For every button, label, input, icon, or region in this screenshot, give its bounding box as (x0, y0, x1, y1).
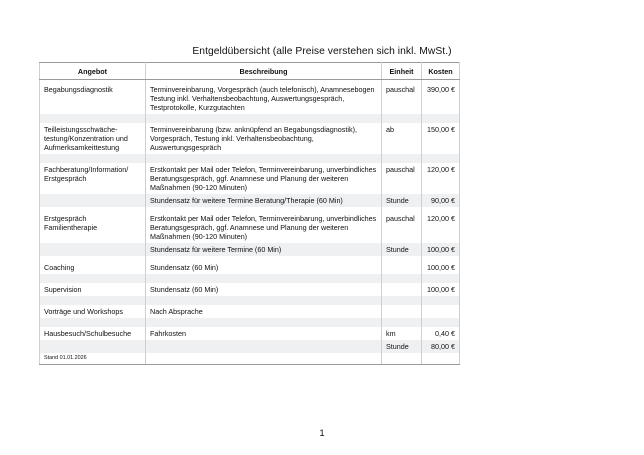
table-row (40, 194, 460, 207)
description-cell: Terminvereinbarung (bzw. anknüpfend an Begabungsdiagnostik), Vorgespräch, Testung inkl. Verhaltensbeobachtung, Auswertungsgespräch (146, 123, 382, 154)
price-cell: 90,00 € (422, 194, 460, 207)
description-cell: Stundensatz (60 Min) (146, 283, 382, 296)
unit-cell (382, 305, 422, 318)
description-cell: Erstkontakt per Mail oder Telefon, Terminvereinbarung, unverbindliches Beratungsgespräch, ggf. Anamnese und Planung der weiteren Maßnahmen (90-120 Minuten) (146, 212, 382, 243)
description-cell: Erstkontakt per Mail oder Telefon, Terminvereinbarung, unverbindliches Beratungsgespräch, ggf. Anamnese und Planung der weiteren Maßnahmen (90-120 Minuten) (146, 163, 382, 194)
unit-cell: pauschal (382, 163, 422, 194)
table-row (40, 283, 460, 296)
table-row (40, 327, 460, 340)
table-row (40, 243, 460, 256)
price-cell: 150,00 € (422, 123, 460, 154)
column-header-unit: Einheit (382, 63, 422, 80)
unit-cell: Stunde (382, 340, 422, 353)
table-row (40, 123, 460, 154)
description-cell: Nach Absprache (146, 305, 382, 318)
table-row (40, 305, 460, 318)
footnote-row (40, 353, 460, 365)
table-row (40, 261, 460, 274)
table-row (40, 212, 460, 243)
description-cell (146, 340, 382, 353)
service-cell: Supervision (40, 283, 146, 296)
unit-cell (382, 283, 422, 296)
description-cell: Stundensatz für weitere Termine (60 Min) (146, 243, 382, 256)
column-header-description: Beschreibung (146, 63, 382, 80)
column-header-price: Kosten (422, 63, 460, 80)
description-cell: Terminvereinbarung, Vorgespräch (auch telefonisch), Anamnesebogen Testung inkl. Verhaltensbeobachtung, Auswertungsgespräch, Testprotokolle, Kurzgutachten (146, 80, 382, 115)
unit-cell: ab (382, 123, 422, 154)
service-cell: Erstgespräch Familientherapie (40, 212, 146, 243)
description-cell: Fahrkosten (146, 327, 382, 340)
price-cell: 100,00 € (422, 261, 460, 274)
description-cell: Stundensatz für weitere Termine Beratung/Therapie (60 Min) (146, 194, 382, 207)
service-cell: Hausbesuch/Schulbesuche (40, 327, 146, 340)
description-cell: Stundensatz (60 Min) (146, 261, 382, 274)
table-row (40, 340, 460, 353)
price-cell: 100,00 € (422, 283, 460, 296)
price-cell: 390,00 € (422, 80, 460, 115)
price-cell: 120,00 € (422, 212, 460, 243)
row-spacer (40, 114, 460, 123)
row-spacer (40, 154, 460, 163)
row-spacer (40, 274, 460, 283)
service-cell: Begabungsdiagnostik (40, 80, 146, 115)
unit-cell: km (382, 327, 422, 340)
footnote: Stand 01.01.2026 (40, 353, 146, 365)
unit-cell (382, 261, 422, 274)
service-cell: Coaching (40, 261, 146, 274)
price-cell: 120,00 € (422, 163, 460, 194)
column-header-service: Angebot (40, 63, 146, 80)
service-cell (40, 340, 146, 353)
service-cell: Fachberatung/Information/ Erstgespräch (40, 163, 146, 194)
row-spacer (40, 318, 460, 327)
price-cell: 100,00 € (422, 243, 460, 256)
service-cell (40, 194, 146, 207)
price-cell (422, 305, 460, 318)
unit-cell: pauschal (382, 80, 422, 115)
row-spacer (40, 296, 460, 305)
unit-cell: Stunde (382, 194, 422, 207)
price-cell: 80,00 € (422, 340, 460, 353)
page-title: Entgeldübersicht (alle Preise verstehen sich inkl. MwSt.) (192, 46, 452, 57)
table-row (40, 80, 460, 115)
price-cell: 0,40 € (422, 327, 460, 340)
service-cell: Vorträge und Workshops (40, 305, 146, 318)
service-cell (40, 243, 146, 256)
fee-table (39, 62, 460, 365)
table-header (40, 63, 460, 80)
page-number: 1 (319, 428, 325, 439)
unit-cell: Stunde (382, 243, 422, 256)
unit-cell: pauschal (382, 212, 422, 243)
table-row (40, 163, 460, 194)
service-cell: Teilleistungsschwäche-testung/Konzentration und Aufmerksamkeittestung (40, 123, 146, 154)
